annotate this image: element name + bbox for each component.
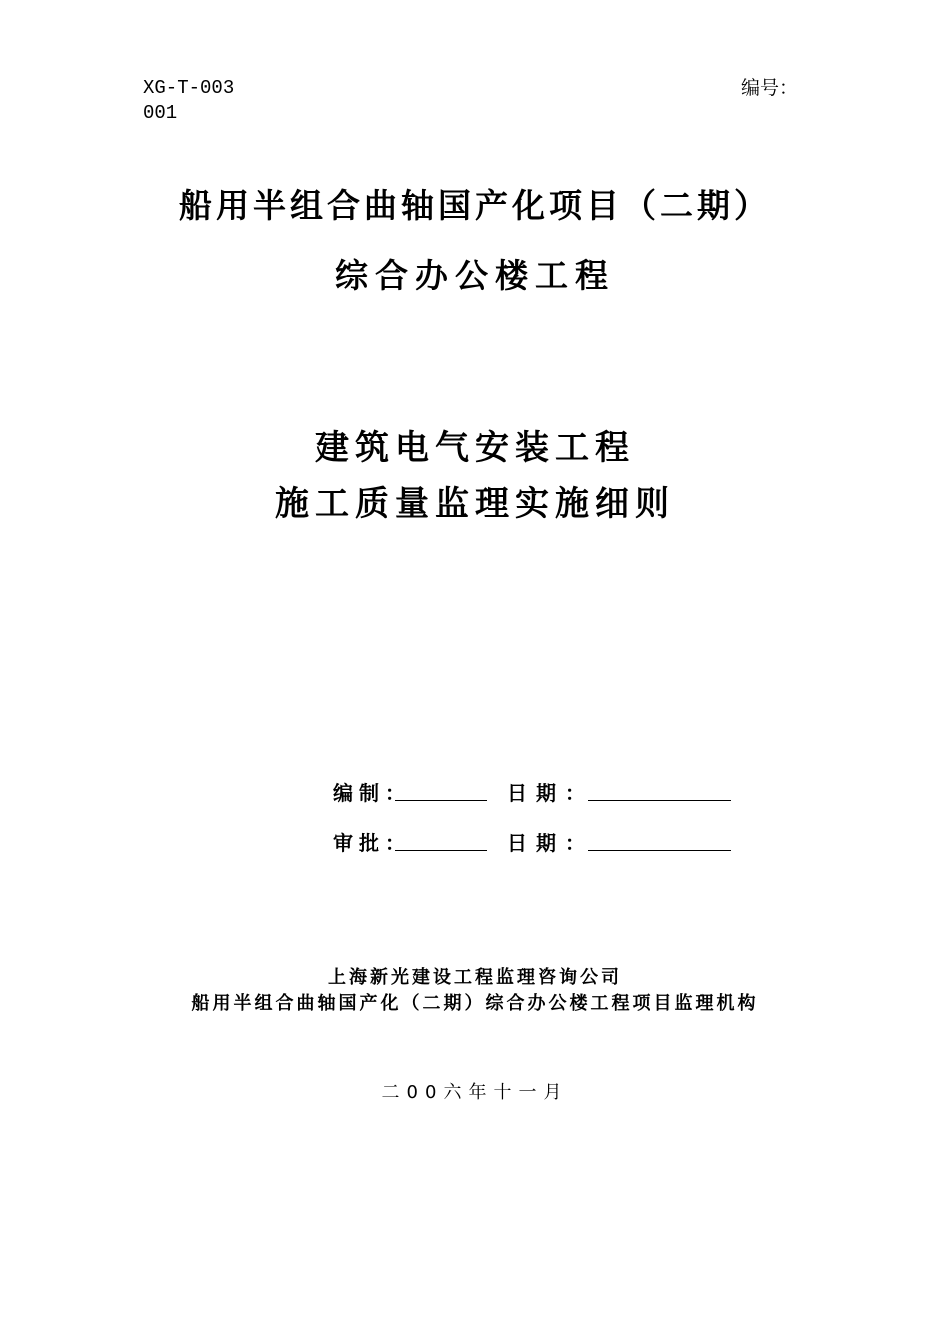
supervision-organization: 船用半组合曲轴国产化（二期）综合办公楼工程项目监理机构 — [191, 993, 759, 1014]
prepared-by-label: 编制： — [333, 781, 411, 805]
document-title-line1: 建筑电气安装工程 — [315, 428, 635, 468]
prepared-by-signature-line — [395, 800, 487, 801]
prepared-date-label: 日期： — [507, 781, 594, 805]
prepared-date-line — [588, 800, 731, 801]
project-title-line1: 船用半组合曲轴国产化项目（二期） — [179, 186, 771, 225]
approved-date-line — [588, 850, 731, 851]
document-title-line2: 施工质量监理实施细则 — [275, 484, 675, 524]
company-name: 上海新光建设工程监理咨询公司 — [328, 967, 622, 988]
approved-by-label: 审批： — [333, 831, 411, 855]
issue-date: 二00六年十一月 — [381, 1082, 569, 1103]
approved-by-signature-line — [395, 850, 487, 851]
approved-date-label: 日期： — [507, 831, 594, 855]
document-code: XG-T-003 001 — [143, 77, 235, 124]
serial-number-label: 编号： — [740, 77, 798, 99]
project-title-line2: 综合办公楼工程 — [335, 256, 615, 295]
